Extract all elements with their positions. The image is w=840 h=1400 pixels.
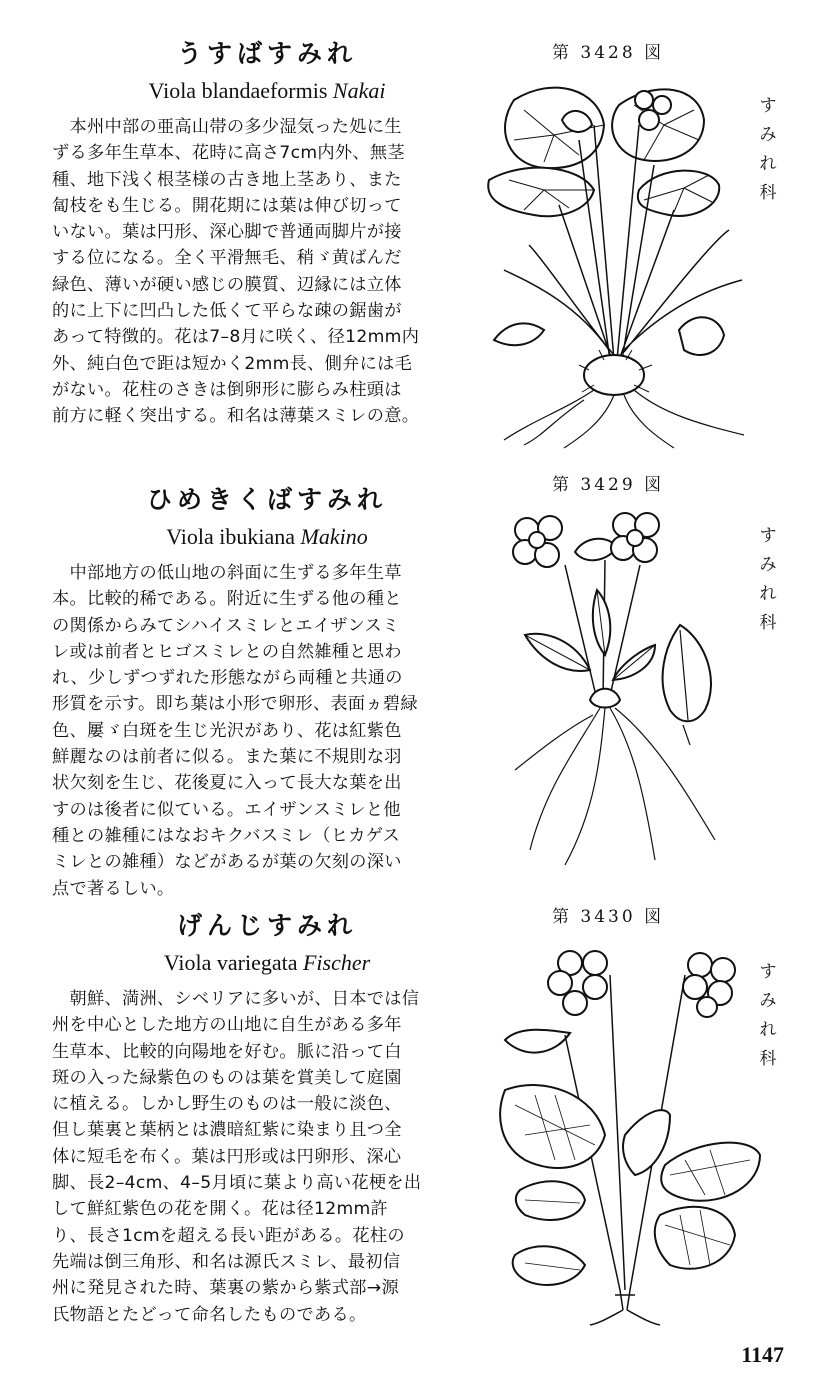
plant-illustration-viola-ibukiana: [505, 510, 745, 880]
scientific-name: [52, 948, 482, 978]
text-line: いない。葉は円形、深心脚で普通両脚片が接: [52, 222, 402, 243]
entry-usubasumire: [52, 38, 482, 430]
text-line: 中部地方の低山地の斜面に生ずる多年生草: [52, 563, 402, 583]
entry-genjisumire: [52, 910, 482, 1328]
binomial: Viola blandaeformis: [148, 78, 328, 103]
family-char: み: [759, 991, 777, 1011]
entry-description: [52, 114, 482, 430]
author-name: Fischer: [302, 950, 371, 975]
text-line: 州を中心とした地方の山地に自生がある多年: [52, 1015, 402, 1036]
text-line: 体に短毛を布く。葉は円形或は円卵形、深心: [52, 1146, 402, 1167]
family-char: れ: [759, 1020, 777, 1040]
text-line: り、長さ1cmを超える長い距がある。花柱の: [52, 1225, 405, 1246]
text-line: 朝鮮、満洲、シベリアに多いが、日本では信: [52, 989, 420, 1009]
entry-himekikubasumire: [52, 484, 482, 902]
text-line: ずる多年生草本、花時に高さ7cm内外、無茎: [52, 143, 405, 164]
text-line: がない。花柱のさきは倒卵形に膨らみ柱頭は: [52, 379, 402, 400]
entry-description: [52, 560, 482, 902]
text-line: 氏物語とたどって命名したものである。: [52, 1304, 367, 1325]
binomial: Viola variegata: [163, 950, 298, 975]
family-label-vertical: [758, 92, 778, 208]
text-line: 前方に軽く突出する。和名は薄葉スミレの意。: [52, 406, 420, 427]
family-char: み: [759, 125, 777, 145]
text-line: 生草本、比較的向陽地を好む。脈に沿って白: [52, 1041, 402, 1062]
text-line: れ、少しずつずれた形態ながら両種と共通の: [52, 668, 403, 689]
family-char: す: [759, 96, 777, 116]
entry-title-jp: うすばすみれ: [176, 39, 357, 68]
text-line: 状欠刻を生じ、花後夏に入って長大な葉を出: [52, 773, 402, 794]
family-char: す: [759, 962, 777, 982]
text-line: 種、地下浅く根茎様の古き地上茎あり、また: [52, 169, 402, 190]
author-name: Nakai: [332, 78, 386, 103]
text-line: 本州中部の亜高山帯の多少湿気った処に生: [52, 117, 402, 137]
text-line: 鮮麗なのは前者に似る。また葉に不規則な羽: [52, 747, 402, 768]
text-line: 先端は倒三角形、和名は源氏スミレ、最初信: [52, 1251, 401, 1272]
entry-title-jp: ひめきくばすみれ: [146, 485, 387, 514]
text-line: する位になる。全く平滑無毛、稍ゞ黄ばんだ: [52, 248, 402, 269]
family-char: す: [759, 526, 777, 546]
entry-title-jp: げんじすみれ: [176, 911, 357, 940]
entry-description: [52, 986, 482, 1328]
text-line: 本。比較的稀である。附近に生ずる他の種と: [52, 589, 402, 610]
family-char: 科: [759, 613, 777, 633]
text-line: あって特徴的。花は7–8月に咲く、径12mm内: [52, 327, 420, 348]
text-line: 匐枝をも生じる。開花期には葉は伸び切って: [52, 195, 402, 216]
plant-illustration-viola-blandaeformis: [484, 80, 754, 450]
plant-illustration-viola-variegata: [495, 945, 765, 1330]
figure-label: 第 3430 図: [552, 907, 665, 927]
text-line: 外、純白色で距は短かく2mm長、側弁には毛: [52, 353, 413, 374]
family-char: れ: [759, 154, 777, 174]
family-char: れ: [759, 584, 777, 604]
text-line: 的に上下に凹凸した低くて平らな疎の鋸歯が: [52, 301, 402, 322]
text-line: の関係からみてシハイスミレとエイザンスミ: [52, 615, 400, 636]
figure-label: 第 3428 図: [552, 43, 665, 63]
family-char: 科: [759, 1049, 777, 1069]
binomial: Viola ibukiana: [166, 524, 296, 549]
scientific-name: [52, 522, 482, 552]
author-name: Makino: [300, 524, 368, 549]
text-line: 斑の入った緑紫色のものは葉を賞美して庭園: [52, 1067, 402, 1088]
text-line: 州に発見された時、葉裏の紫から紫式部→源: [52, 1278, 399, 1299]
family-label-vertical: [758, 522, 778, 638]
text-line: 但し葉裏と葉柄とは濃暗紅紫に染まり且つ全: [52, 1120, 402, 1141]
page-number: 1147: [741, 1342, 784, 1367]
text-line: レ或は前者とヒゴスミレとの自然雑種と思わ: [52, 641, 402, 662]
family-char: み: [759, 555, 777, 575]
text-line: 種との雑種にはなおキクバスミレ（ヒカゲス: [52, 825, 401, 846]
text-line: して鮮紅紫色の花を開く。花は径12mm許: [52, 1199, 389, 1220]
text-line: 点で著るしい。: [52, 878, 175, 899]
scientific-name: [52, 76, 482, 106]
text-line: 色、屢ゞ白斑を生じ光沢があり、花は紅紫色: [52, 720, 402, 741]
text-line: 脚、長2–4cm、4–5月頃に葉より高い花梗を出: [52, 1173, 422, 1194]
text-line: 形質を示す。即ち葉は小形で卵形、表面ヵ碧緑: [52, 694, 418, 715]
figure-label: 第 3429 図: [552, 475, 665, 495]
text-line: 緑色、薄いが硬い感じの膜質、辺縁には立体: [52, 274, 402, 295]
text-line: に植える。しかし野生のものは一般に淡色、: [52, 1094, 402, 1115]
text-line: ミレとの雑種）などがあるが葉の欠刻の深い: [52, 852, 402, 873]
family-char: 科: [759, 183, 777, 203]
text-line: すのは後者に似ている。エイザンスミレと他: [52, 799, 401, 820]
